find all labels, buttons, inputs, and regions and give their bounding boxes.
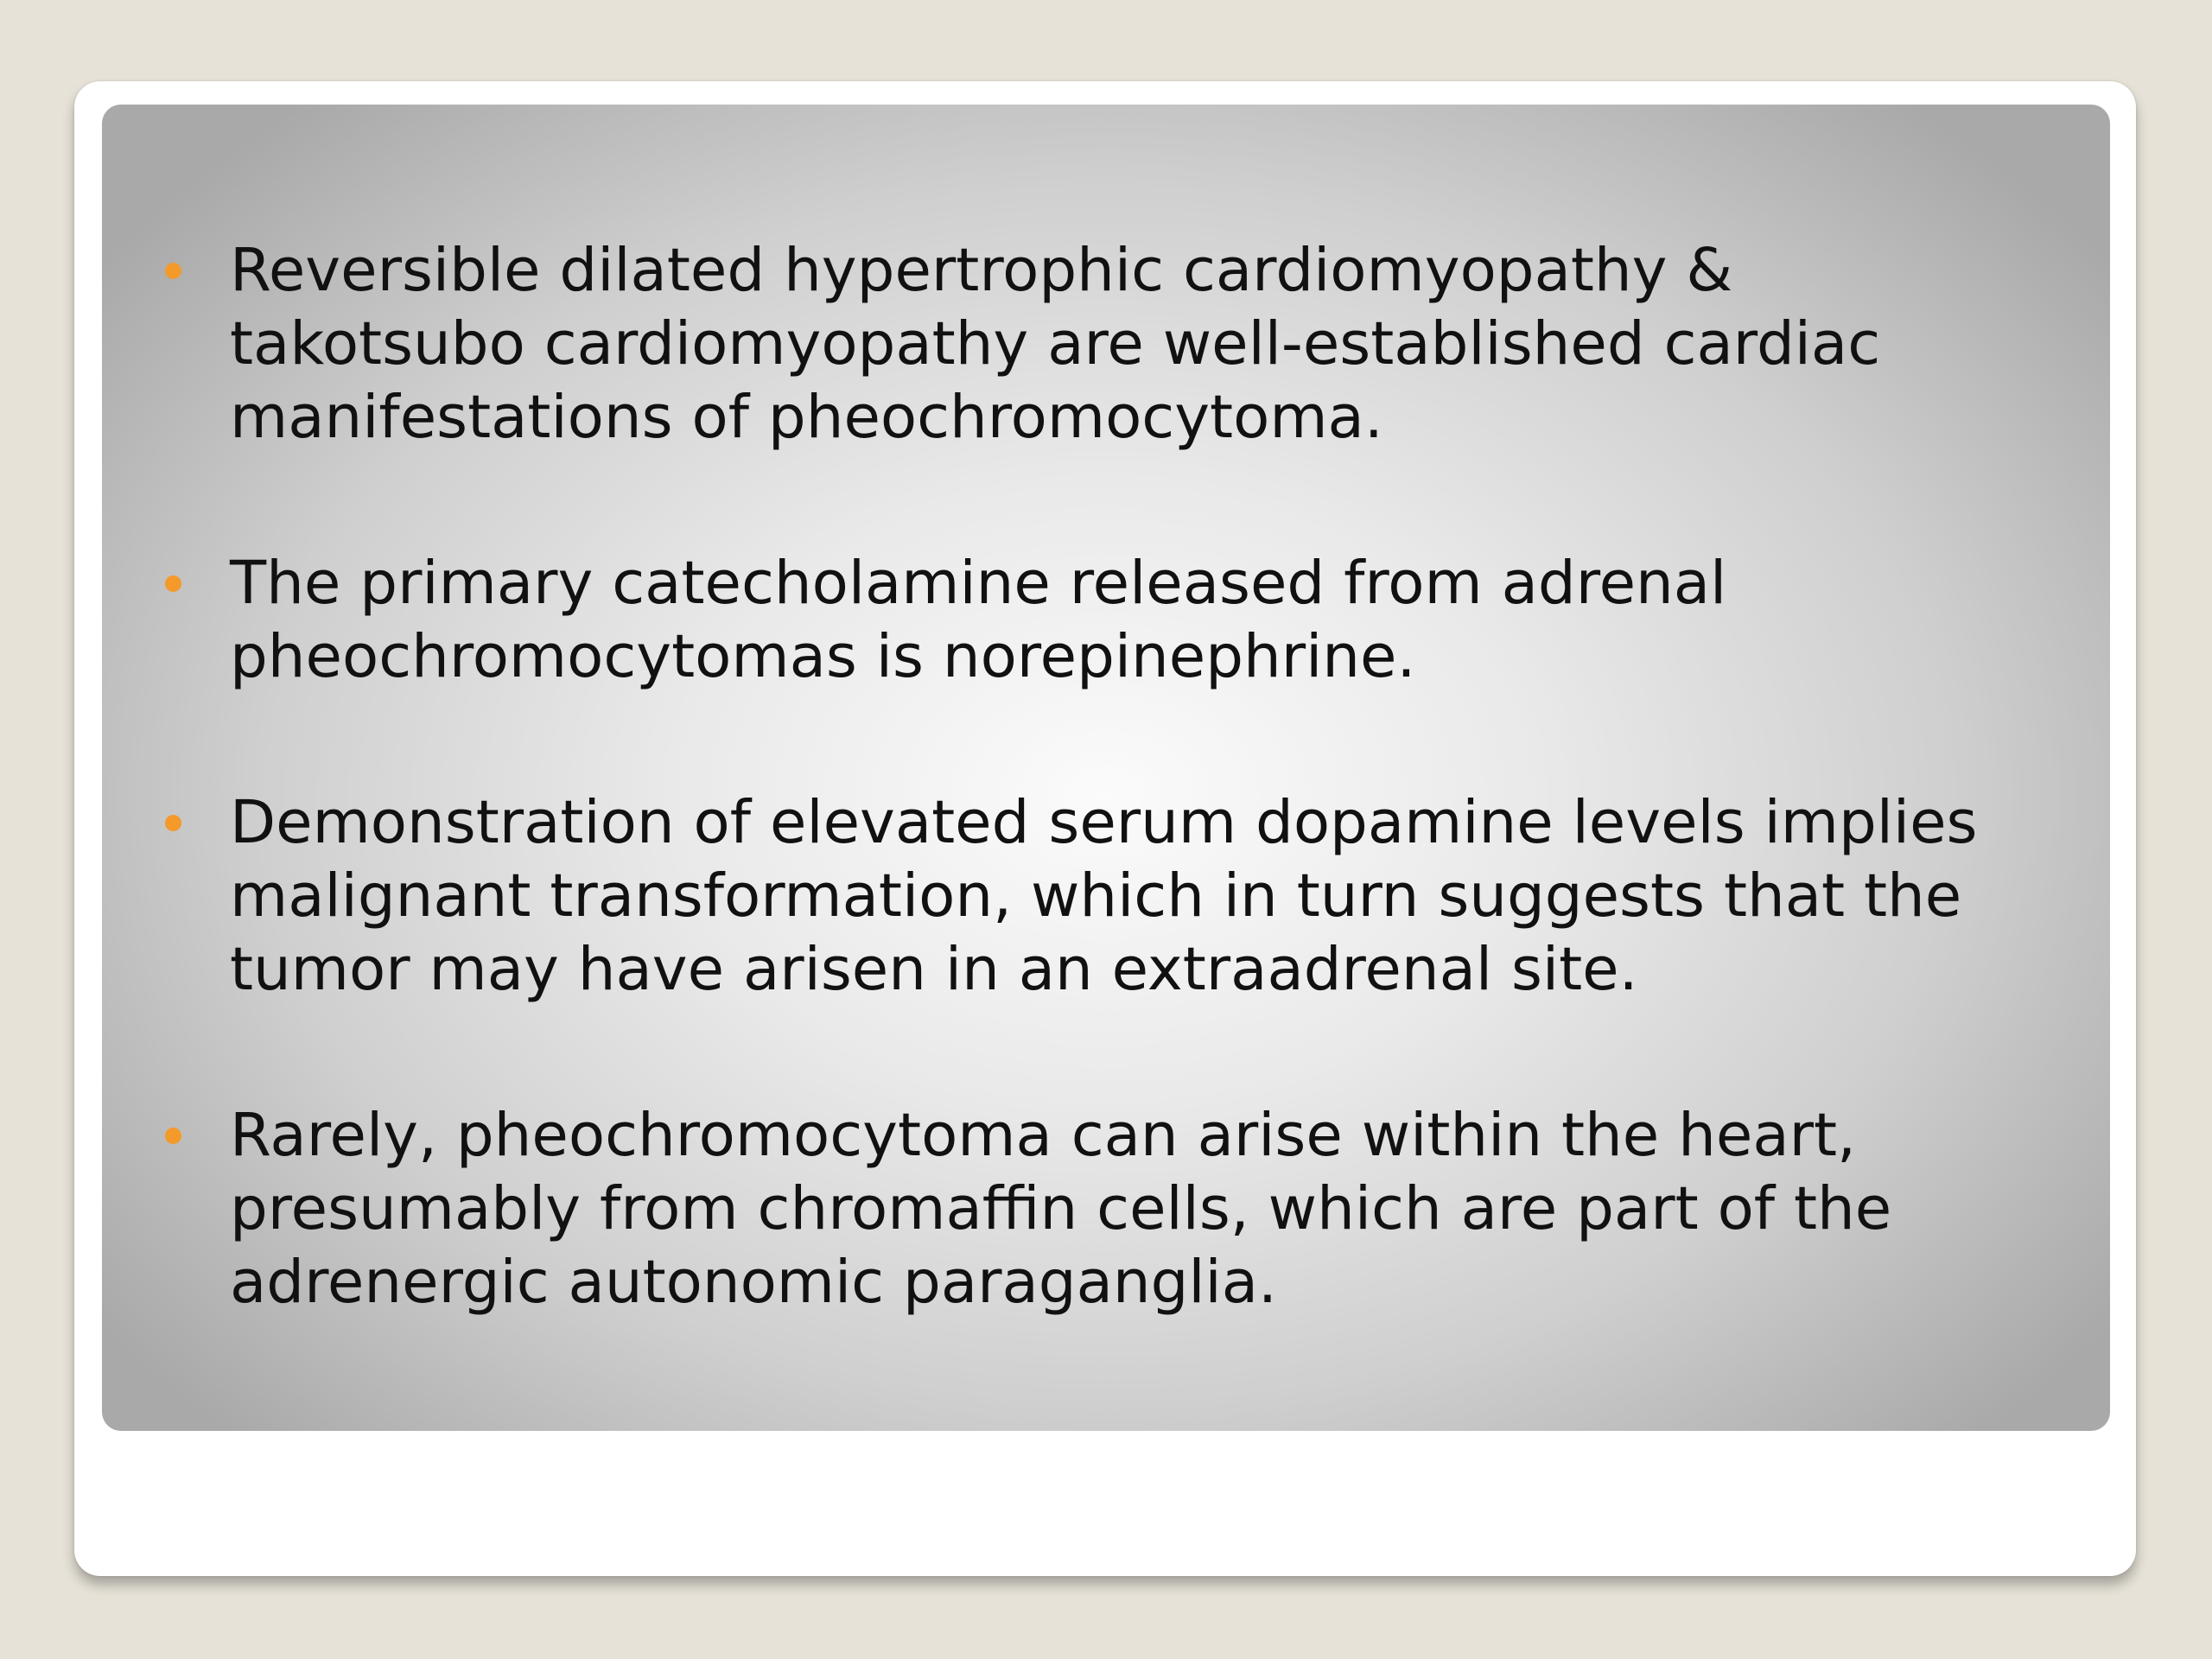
bullet-text: Rarely, pheochromocytoma can arise within the heart, presumably from chromaffin cells, which are part of the adrenergic autonomic paraganglia. bbox=[230, 1101, 1892, 1317]
bullet-item-1 bbox=[230, 234, 2053, 454]
bullet-dot-icon bbox=[165, 1128, 181, 1144]
bullet-dot-icon bbox=[165, 575, 181, 592]
bullet-dot-icon bbox=[165, 263, 181, 279]
slide-content-panel bbox=[102, 105, 2110, 1431]
bullet-list bbox=[230, 234, 2053, 1319]
bullet-item-4 bbox=[230, 1099, 2053, 1319]
bullet-dot-icon bbox=[165, 815, 181, 831]
bullet-text: Demonstration of elevated serum dopamine levels implies malignant transformation, which in turn suggests that the tumor may have arisen in an extraadrenal site. bbox=[230, 788, 1978, 1004]
bullet-text: Reversible dilated hypertrophic cardiomyopathy & takotsubo cardiomyopathy are well-established cardiac manifestations of pheochromocytoma. bbox=[230, 236, 1881, 452]
bullet-text: The primary catecholamine released from adrenal pheochromocytomas is norepinephrine. bbox=[230, 549, 1727, 691]
bullet-item-3 bbox=[230, 786, 2053, 1007]
bullet-item-2 bbox=[230, 547, 2053, 694]
